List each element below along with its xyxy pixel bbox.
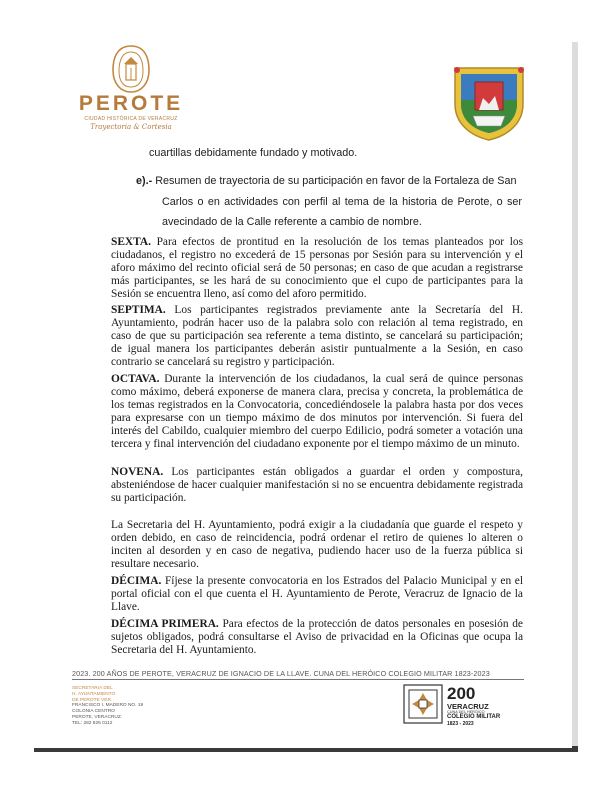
anniversary-emblem-icon bbox=[403, 684, 443, 724]
perote-emblem-icon bbox=[109, 44, 153, 94]
item-e-label: e).- bbox=[136, 175, 153, 187]
anniversary-years: 1823 - 2023 bbox=[447, 721, 474, 727]
item-e-line1 bbox=[136, 175, 517, 187]
addr-line: FRANCISCO I. MADERO NO. 19 bbox=[72, 703, 144, 709]
clause-octava bbox=[111, 373, 523, 451]
clause-title: DÉCIMA PRIMERA. bbox=[111, 618, 219, 630]
perote-logo bbox=[66, 44, 196, 154]
clause-body: Fíjese la presente convocatoria en los Estrados del Palacio Municipal y en el portal oficial con el que cuenta el H. Ayuntamiento de Perote, Veracruz de Ignacio de la Llave. bbox=[111, 575, 523, 613]
secretaria-paragraph: La Secretaria del H. Ayuntamiento, podrá exigir a la ciudadanía que guarde el respeto y orden debido, en caso de reincidencia, podrá ordenar el retiro de quienes lo alteren o inciten al desorden y en caso de negativa, pudiendo hacer uso de la fuerza pública si resultare necesario. bbox=[111, 519, 523, 570]
clause-title: OCTAVA. bbox=[111, 373, 160, 385]
clause-sexta bbox=[111, 236, 523, 301]
clause-body: Durante la intervención de los ciudadanos, la cual será de quince personas como máximo, deberá exponerse de manera clara, precisa y concreta, la problemática de los temas registrados en la Convocatoria, concediéndosele la palabra hasta por dos veces para expresarse con un tiempo máximo de dos minutos por intervención. Si fuera del interés del Cabildo, cualquier miembro del cuerpo Edilicio, podrá someter a votación una tercera y final intervención del ciudadano exponente por el tiempo máximo de un minuto. bbox=[111, 373, 523, 450]
addr-line: PEROTE, VERACRUZ. bbox=[72, 714, 123, 720]
logo-tagline: Trayectoria & Cortesia bbox=[90, 123, 172, 131]
clause-decima-primera bbox=[111, 618, 523, 657]
anniversary-state: VERACRUZ bbox=[447, 702, 489, 711]
clause-title: SEPTIMA. bbox=[111, 304, 166, 316]
anniversary-cuna: CUNA DEL HERÓICO bbox=[447, 710, 485, 714]
clause-title: DÉCIMA. bbox=[111, 575, 162, 587]
clause-septima bbox=[111, 304, 523, 369]
footer-banner: 2023. 200 AÑOS DE PEROTE, VERACRUZ DE IGNACIO DE LA LLAVE. CUNA DEL HERÓICO COLEGIO MILITAR 1823-2023 bbox=[72, 669, 490, 678]
addr-line: COLONIA CENTRO bbox=[72, 709, 115, 715]
clause-body: Para efectos de la protección de datos personales en posesión de sujetos obligados, podrá consultarse el Aviso de privacidad en la Oficinas que ocupa la Secretaria del H. Ayuntamiento. bbox=[111, 618, 523, 656]
logo-subtitle: CIUDAD HISTÓRICA DE VERACRUZ bbox=[84, 116, 178, 122]
addr-line: TEL: 282 825 0112 bbox=[72, 720, 113, 726]
anniversary-logo bbox=[403, 684, 523, 728]
clause-decima bbox=[111, 575, 523, 614]
logo-word: PEROTE bbox=[78, 92, 184, 115]
footer-address bbox=[72, 686, 192, 727]
coat-of-arms-icon bbox=[447, 60, 531, 144]
anniversary-colegio: COLEGIO MILITAR bbox=[447, 714, 501, 720]
item-e-text: Resumen de trayectoria de su participación en favor de la Fortaleza de San bbox=[152, 175, 517, 187]
continuation-line: cuartillas debidamente fundado y motivado. bbox=[149, 147, 358, 159]
clause-body: Los participantes registrados previamente ante la Secretaría del H. Ayuntamiento, podrán hacer uso de la palabra solo con relación al tema registrado, en caso de que su participación sea referente a tema distinto, se cancelará su participación; de igual manera los participantes deberán asistir puntualmente a la Sesión, en caso contrario se cancelará su registro y participación. bbox=[111, 304, 523, 368]
item-e-line2: Carlos o en actividades con perfil al tema de la historia de Perote, o ser bbox=[162, 196, 522, 208]
clause-title: SEXTA. bbox=[111, 236, 151, 248]
clause-body: Para efectos de prontitud en la resolución de los temas planteados por los ciudadanos, el registro no excederá de 15 personas por Sesión para su intervención y el aforo máximo del recinto oficial será de 50 personas; en caso de que acudan a registrarse más participantes, se les hará de su conocimiento que el cupo de participantes para la Sesión se encuentra lleno, así como del aforo permitido. bbox=[111, 236, 523, 300]
addr-line: H. AYUNTAMIENTO bbox=[72, 691, 116, 697]
anniversary-number: 200 bbox=[447, 684, 476, 703]
addr-line: SECRETARIA DEL bbox=[72, 686, 113, 691]
clause-title: NOVENA. bbox=[111, 466, 164, 478]
footer-divider bbox=[72, 679, 524, 680]
item-e-line3: avecindado de la Calle referente a cambio de nombre. bbox=[162, 216, 422, 228]
clause-novena bbox=[111, 466, 523, 505]
clause-body: Los participantes están obligados a guardar el orden y compostura, absteniéndose de hacer cualquier manifestación si no se encuentra debidamente registrada su participación. bbox=[111, 466, 523, 504]
addr-line: DE PEROTE VER. bbox=[72, 697, 113, 703]
